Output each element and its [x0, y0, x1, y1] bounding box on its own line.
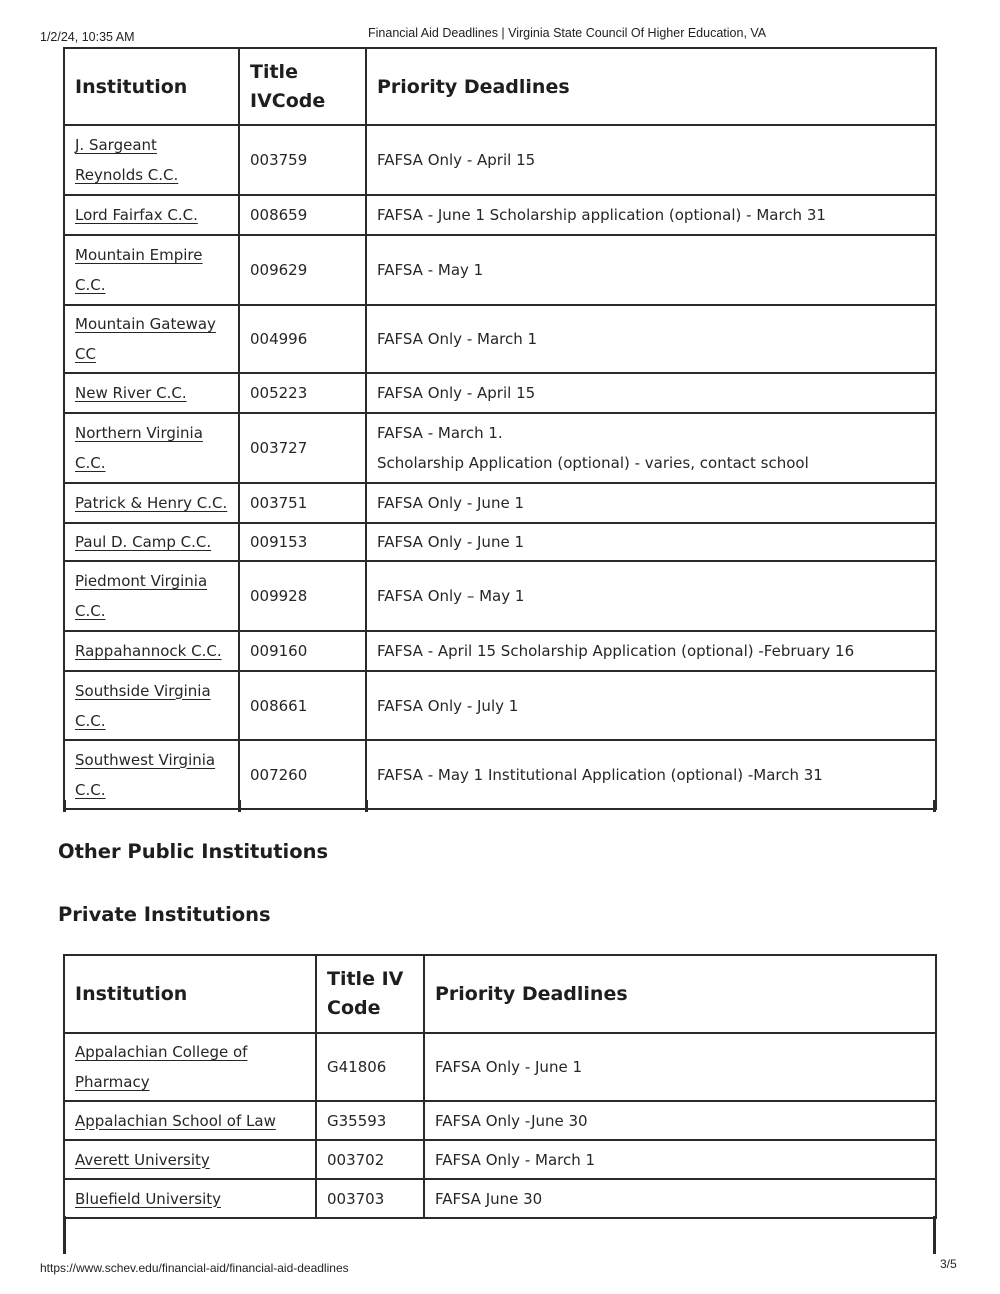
- table-header-row: [64, 48, 936, 125]
- print-datetime: 1/2/24, 10:35 AM: [40, 30, 135, 44]
- table-header-row: [64, 955, 936, 1033]
- column-header-institution: Institution: [64, 955, 316, 1033]
- table-row: [64, 1140, 936, 1179]
- institution-link[interactable]: J. Sargeant Reynolds C.C.: [75, 136, 179, 184]
- priority-deadline: [366, 413, 936, 483]
- priority-deadline-line-2: Scholarship Application (optional) - varies, contact school: [377, 454, 809, 472]
- title-iv-code: 004996: [239, 305, 366, 373]
- section-heading-other-public: Other Public Institutions: [58, 840, 329, 863]
- table-continuation-line: [238, 800, 241, 812]
- priority-deadline: FAFSA Only - March 1: [366, 305, 936, 373]
- table-row: [64, 373, 936, 413]
- title-iv-code: 007260: [239, 740, 366, 809]
- institution-link[interactable]: Mountain Empire C.C.: [75, 246, 203, 294]
- institution-link[interactable]: Southwest Virginia C.C.: [75, 750, 216, 799]
- institution-link[interactable]: Bluefield University: [75, 1189, 221, 1208]
- private-deadlines-table: [63, 954, 937, 1219]
- institution-link[interactable]: Paul D. Camp C.C.: [75, 533, 212, 551]
- title-iv-code: 008661: [239, 671, 366, 740]
- column-header-title-iv-code-text: Title IVCode: [250, 60, 326, 112]
- institution-link[interactable]: Piedmont Virginia C.C.: [75, 572, 208, 620]
- priority-deadline: FAFSA Only - June 1: [366, 523, 936, 561]
- column-header-institution: Institution: [64, 48, 239, 125]
- table-continuation-line: [63, 800, 66, 812]
- priority-deadline: FAFSA Only - April 15: [366, 125, 936, 195]
- title-iv-code: G41806: [316, 1033, 424, 1101]
- priority-deadline: FAFSA Only - April 15: [366, 373, 936, 413]
- institution-link[interactable]: Appalachian School of Law: [75, 1111, 276, 1130]
- column-header-title-iv-code: [239, 48, 366, 125]
- table-row: [64, 483, 936, 523]
- title-iv-code: 003751: [239, 483, 366, 523]
- table-row: [64, 413, 936, 483]
- title-iv-code: 005223: [239, 373, 366, 413]
- institution-link[interactable]: Southside Virginia C.C.: [75, 681, 211, 730]
- table-continuation-line: [933, 800, 936, 812]
- title-iv-code: 003759: [239, 125, 366, 195]
- table-continuation-line: [365, 800, 368, 812]
- table-row: [64, 1101, 936, 1140]
- table-row: [64, 671, 936, 740]
- table-continuation-line: [63, 1216, 66, 1254]
- table-row: [64, 561, 936, 631]
- priority-deadline-line-1: FAFSA - March 1.: [377, 424, 503, 442]
- priority-deadline: FAFSA June 30: [424, 1179, 936, 1218]
- priority-deadline: FAFSA Only -June 30: [424, 1101, 936, 1140]
- institution-link[interactable]: Northern Virginia C.C.: [75, 424, 203, 472]
- title-iv-code: 009153: [239, 523, 366, 561]
- priority-deadline: FAFSA Only - March 1: [424, 1140, 936, 1179]
- priority-deadline: FAFSA - May 1: [366, 235, 936, 305]
- institution-link[interactable]: Appalachian College of Pharmacy: [75, 1043, 248, 1091]
- page-number: 3/5: [940, 1257, 957, 1271]
- column-header-priority-deadlines: Priority Deadlines: [366, 48, 936, 125]
- table-row: [64, 1033, 936, 1101]
- institution-link[interactable]: Averett University: [75, 1150, 210, 1169]
- section-heading-private: Private Institutions: [58, 903, 271, 926]
- title-iv-code: 009928: [239, 561, 366, 631]
- table-row: [64, 125, 936, 195]
- priority-deadline: FAFSA Only - June 1: [424, 1033, 936, 1101]
- print-url: https://www.schev.edu/financial-aid/financial-aid-deadlines: [40, 1261, 349, 1275]
- public-deadlines-table: [63, 47, 937, 810]
- priority-deadline: FAFSA Only – May 1: [366, 561, 936, 631]
- priority-deadline: FAFSA Only - July 1: [366, 671, 936, 740]
- table-row: [64, 631, 936, 671]
- institution-link[interactable]: Mountain Gateway CC: [75, 315, 216, 363]
- title-iv-code: 003727: [239, 413, 366, 483]
- institution-link[interactable]: Patrick & Henry C.C.: [75, 494, 228, 512]
- table-row: [64, 1179, 936, 1218]
- title-iv-code: 003703: [316, 1179, 424, 1218]
- title-iv-code: 009629: [239, 235, 366, 305]
- priority-deadline: FAFSA - May 1 Institutional Application (optional) -March 31: [366, 740, 936, 809]
- institution-link[interactable]: Lord Fairfax C.C.: [75, 206, 198, 224]
- column-header-priority-deadlines: Priority Deadlines: [424, 955, 936, 1033]
- title-iv-code: G35593: [316, 1101, 424, 1140]
- priority-deadline: FAFSA Only - June 1: [366, 483, 936, 523]
- priority-deadline: FAFSA - June 1 Scholarship application (optional) - March 31: [366, 195, 936, 235]
- column-header-title-iv-code: Title IV Code: [316, 955, 424, 1033]
- institution-link[interactable]: New River C.C.: [75, 384, 187, 402]
- title-iv-code: 003702: [316, 1140, 424, 1179]
- table-continuation-line: [933, 1216, 936, 1254]
- institution-link[interactable]: Rappahannock C.C.: [75, 642, 222, 660]
- priority-deadline: FAFSA - April 15 Scholarship Application (optional) -February 16: [366, 631, 936, 671]
- title-iv-code: 009160: [239, 631, 366, 671]
- table-row: [64, 235, 936, 305]
- table-row: [64, 523, 936, 561]
- table-row: [64, 195, 936, 235]
- table-row: [64, 305, 936, 373]
- title-iv-code: 008659: [239, 195, 366, 235]
- table-row: [64, 740, 936, 809]
- print-page-title: Financial Aid Deadlines | Virginia State Council Of Higher Education, VA: [368, 26, 767, 40]
